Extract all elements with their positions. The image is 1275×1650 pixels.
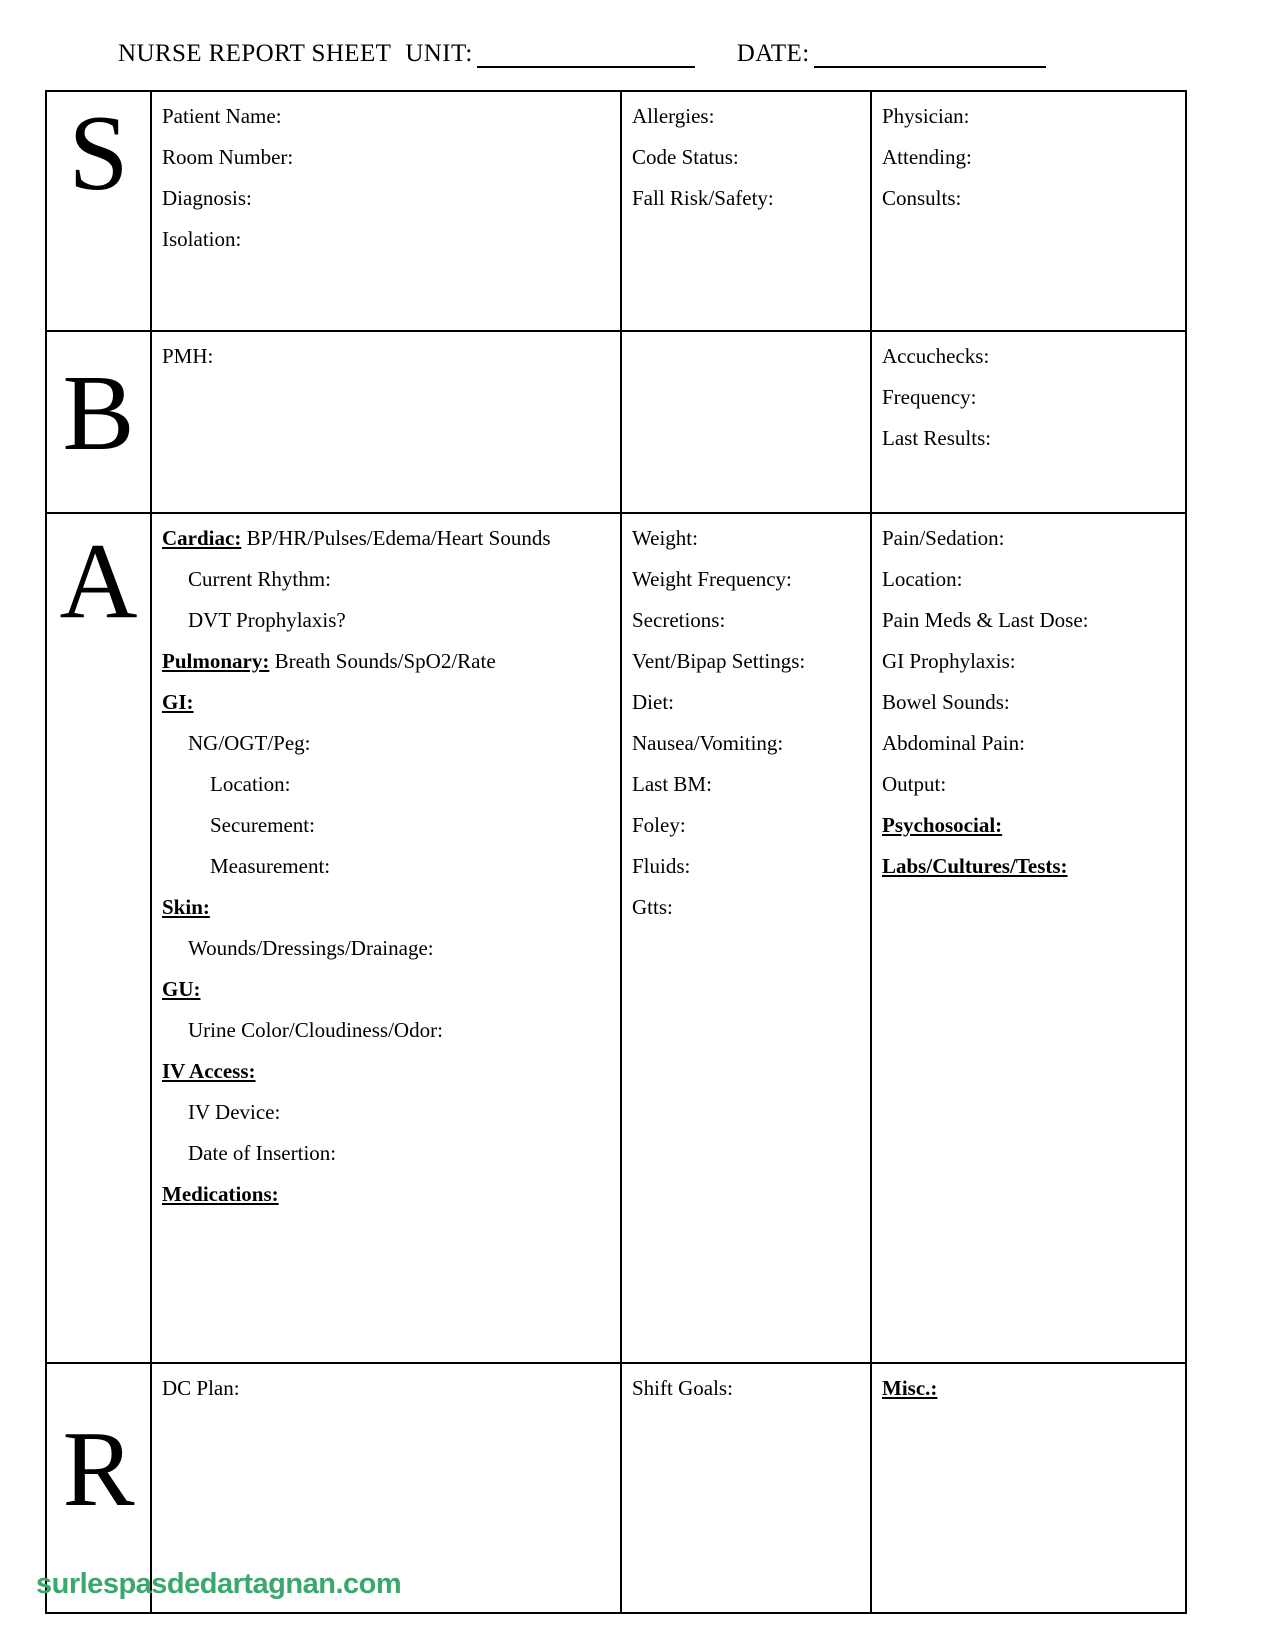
field-pain-sedation: Pain/Sedation: [882, 526, 1005, 550]
field-nausea-vomiting: Nausea/Vomiting: [632, 731, 784, 755]
recommendation-col-2[interactable] [621, 1363, 871, 1613]
site-watermark: surlespasdedartagnan.com [36, 1568, 402, 1600]
page-title: NURSE REPORT SHEET [118, 40, 392, 67]
heading-medications-wrap [162, 1184, 620, 1205]
field-pain-meds-last-dose: Pain Meds & Last Dose: [882, 608, 1089, 632]
sheet-header [118, 40, 1046, 68]
heading-gi-wrap [162, 692, 620, 713]
assessment-col-2[interactable] [621, 513, 871, 1363]
assessment-col-3[interactable] [871, 513, 1186, 1363]
field-dvt-prophylaxis: DVT Prophylaxis? [188, 608, 346, 632]
heading-labs-cultures-tests: Labs/Cultures/Tests: [882, 854, 1068, 878]
pulmonary-detail: Breath Sounds/SpO2/Rate [274, 649, 496, 673]
field-gtts: Gtts: [632, 895, 673, 919]
field-vent-bipap-settings: Vent/Bipap Settings: [632, 649, 806, 673]
field-shift-goals: Shift Goals: [632, 1376, 733, 1400]
date-label: DATE: [736, 40, 810, 67]
field-physician: Physician: [882, 104, 970, 128]
table-row-background [46, 331, 1186, 513]
field-pmh: PMH: [162, 344, 214, 368]
heading-iv-access: IV Access: [162, 1059, 256, 1083]
field-frequency: Frequency: [882, 385, 977, 409]
sbar-letter-b: B [62, 354, 135, 473]
field-measurement: Measurement: [210, 854, 331, 878]
heading-medications: Medications: [162, 1182, 279, 1206]
sbar-letter-r: R [62, 1410, 135, 1529]
heading-psychosocial: Psychosocial: [882, 813, 1003, 837]
field-isolation: Isolation: [162, 227, 242, 251]
field-foley: Foley: [632, 813, 686, 837]
heading-skin: Skin: [162, 895, 210, 919]
heading-misc-wrap [882, 1378, 1185, 1399]
field-current-rhythm: Current Rhythm: [188, 567, 331, 591]
heading-iv-access-wrap [162, 1061, 620, 1082]
field-date-of-insertion: Date of Insertion: [188, 1141, 337, 1165]
field-diet: Diet: [632, 690, 674, 714]
field-diagnosis: Diagnosis: [162, 186, 252, 210]
heading-gu-wrap [162, 979, 620, 1000]
field-attending: Attending: [882, 145, 972, 169]
field-room-number: Room Number: [162, 145, 294, 169]
situation-col-2[interactable] [621, 91, 871, 331]
field-fall-risk-safety: Fall Risk/Safety: [632, 186, 774, 210]
field-securement: Securement: [210, 813, 315, 837]
background-col-1[interactable] [151, 331, 621, 513]
field-pulmonary [162, 651, 620, 672]
heading-gu: GU: [162, 977, 201, 1001]
field-wounds-dressings-drainage: Wounds/Dressings/Drainage: [188, 936, 434, 960]
field-weight-frequency: Weight Frequency: [632, 567, 792, 591]
sbar-letter-a-cell [46, 513, 151, 1363]
field-output: Output: [882, 772, 947, 796]
field-code-status: Code Status: [632, 145, 739, 169]
sbar-letter-a: A [59, 522, 138, 641]
field-cardiac [162, 528, 620, 549]
date-input[interactable] [814, 66, 1046, 68]
table-row-situation [46, 91, 1186, 331]
field-ng-ogt-peg: NG/OGT/Peg: [188, 731, 311, 755]
situation-col-1[interactable] [151, 91, 621, 331]
field-consults: Consults: [882, 186, 962, 210]
field-bowel-sounds: Bowel Sounds: [882, 690, 1010, 714]
sbar-letter-b-cell [46, 331, 151, 513]
field-iv-device: IV Device: [188, 1100, 281, 1124]
sbar-letter-s: S [68, 94, 129, 213]
sbar-letter-s-cell [46, 91, 151, 331]
heading-skin-wrap [162, 897, 620, 918]
field-gi-prophylaxis: GI Prophylaxis: [882, 649, 1016, 673]
field-last-bm: Last BM: [632, 772, 712, 796]
recommendation-col-3[interactable] [871, 1363, 1186, 1613]
field-patient-name: Patient Name: [162, 104, 282, 128]
field-accuchecks: Accuchecks: [882, 344, 990, 368]
table-row-assessment [46, 513, 1186, 1363]
heading-psychosocial-wrap [882, 815, 1185, 836]
unit-label: UNIT: [405, 40, 473, 67]
field-allergies: Allergies: [632, 104, 715, 128]
background-col-2[interactable] [621, 331, 871, 513]
unit-input[interactable] [477, 66, 695, 68]
field-tube-location: Location: [210, 772, 291, 796]
heading-cardiac: Cardiac: [162, 526, 242, 550]
heading-gi: GI: [162, 690, 194, 714]
situation-col-3[interactable] [871, 91, 1186, 331]
field-urine-color: Urine Color/Cloudiness/Odor: [188, 1018, 443, 1042]
field-weight: Weight: [632, 526, 698, 550]
field-dc-plan: DC Plan: [162, 1376, 240, 1400]
heading-pulmonary: Pulmonary: [162, 649, 270, 673]
heading-labs-wrap [882, 856, 1185, 877]
cardiac-detail: BP/HR/Pulses/Edema/Heart Sounds [246, 526, 551, 550]
sbar-report-table [45, 90, 1187, 1614]
heading-misc: Misc.: [882, 1376, 938, 1400]
background-col-3[interactable] [871, 331, 1186, 513]
assessment-col-1[interactable] [151, 513, 621, 1363]
field-fluids: Fluids: [632, 854, 691, 878]
field-abdominal-pain: Abdominal Pain: [882, 731, 1025, 755]
field-secretions: Secretions: [632, 608, 726, 632]
field-last-results: Last Results: [882, 426, 992, 450]
field-pain-location: Location: [882, 567, 963, 591]
